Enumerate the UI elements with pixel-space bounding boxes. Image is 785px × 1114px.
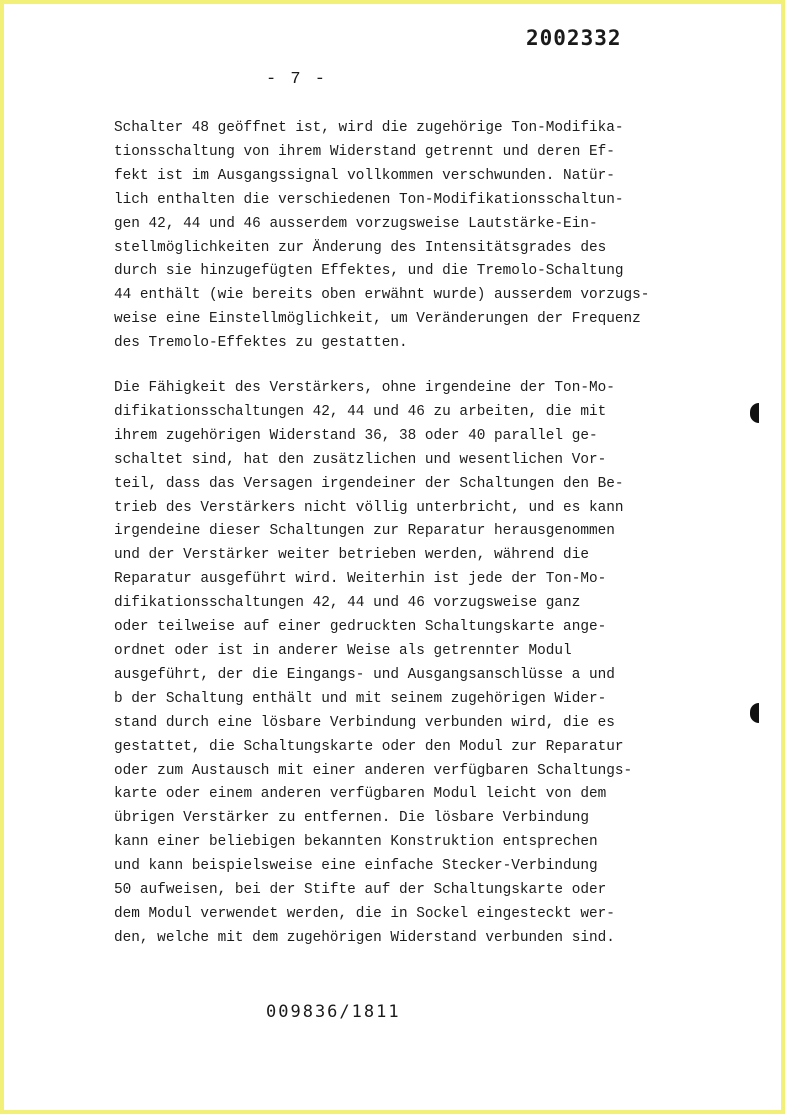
margin-marker [750,703,759,723]
text-line: Die Fähigkeit des Verstärkers, ohne irgendeine der Ton-Mo- [114,380,615,396]
text-line: übrigen Verstärker zu entfernen. Die lösbare Verbindung [114,810,589,827]
text-line: difikationsschaltungen 42, 44 und 46 zu arbeiten, die mit [114,403,607,420]
text-line: 50 aufweisen, bei der Stifte auf der Schaltungskarte oder [114,882,607,899]
text-line: ausgeführt, der die Eingangs- und Ausgangsanschlüsse a und [114,666,615,683]
text-line: ordnet oder ist in anderer Weise als getrennter Modul [114,642,572,659]
text-line: ihrem zugehörigen Widerstand 36, 38 oder 40 parallel ge- [114,427,598,444]
text-line: lich enthalten die verschiedenen Ton-Modifikationsschaltun- [114,191,624,208]
text-line: durch sie hinzugefügten Effektes, und die Tremolo-Schaltung [114,263,624,280]
text-line: kann einer beliebigen bekannten Konstruktion entsprechen [114,834,598,851]
text-line: und der Verstärker weiter betrieben werden, während die [114,547,589,564]
text-line: gestattet, die Schaltungskarte oder den Modul zur Reparatur [114,738,624,755]
text-line: difikationsschaltungen 42, 44 und 46 vorzugsweise ganz [114,595,581,612]
text-line: schaltet sind, hat den zusätzlichen und wesentlichen Vor- [114,451,607,468]
text-line: gen 42, 44 und 46 ausserdem vorzugsweise Lautstärke-Ein- [114,215,598,232]
margin-marker [750,403,759,423]
text-line: weise eine Einstellmöglichkeit, um Veränderungen der Frequenz [114,311,641,328]
text-line: des Tremolo-Effektes zu gestatten. [114,335,408,352]
paragraph-2 [114,377,714,951]
text-line: fekt ist im Ausgangssignal vollkommen verschwunden. Natür- [114,167,615,184]
text-line: und kann beispielsweise eine einfache Stecker-Verbindung [114,858,598,875]
text-line: dem Modul verwendet werden, die in Sockel eingesteckt wer- [114,905,615,922]
text-line: trieb des Verstärkers nicht völlig unterbricht, und es kann [114,499,624,516]
text-line: oder zum Austausch mit einer anderen verfügbaren Schaltungs- [114,762,633,779]
text-line: Reparatur ausgeführt wird. Weiterhin ist jede der Ton-Mo- [114,571,607,588]
text-line: karte oder einem anderen verfügbaren Modul leicht von dem [114,786,607,803]
page-number: - 7 - [266,70,328,89]
text-line: tionsschaltung von ihrem Widerstand getrennt und deren Ef- [114,143,615,160]
text-line: 44 enthält (wie bereits oben erwähnt wurde) ausserdem vorzugs- [114,287,650,304]
text-line: stellmöglichkeiten zur Änderung des Intensitätsgrades des [114,239,607,256]
text-line: den, welche mit dem zugehörigen Widerstand verbunden sind. [114,929,615,946]
text-line: teil, dass das Versagen irgendeiner der Schaltungen den Be- [114,475,624,492]
text-line: oder teilweise auf einer gedruckten Schaltungskarte ange- [114,619,607,636]
document-number: 2002332 [526,26,622,50]
text-line: b der Schaltung enthält und mit seinem zugehörigen Wider- [114,690,607,707]
text-line: irgendeine dieser Schaltungen zur Reparatur herausgenommen [114,523,615,540]
footer-code: 009836/1811 [266,1002,401,1022]
paragraph-1 [114,117,714,356]
text-line: Schalter 48 geöffnet ist, wird die zugehörige Ton-Modifika- [114,120,624,136]
text-line: stand durch eine lösbare Verbindung verbunden wird, die es [114,714,615,731]
